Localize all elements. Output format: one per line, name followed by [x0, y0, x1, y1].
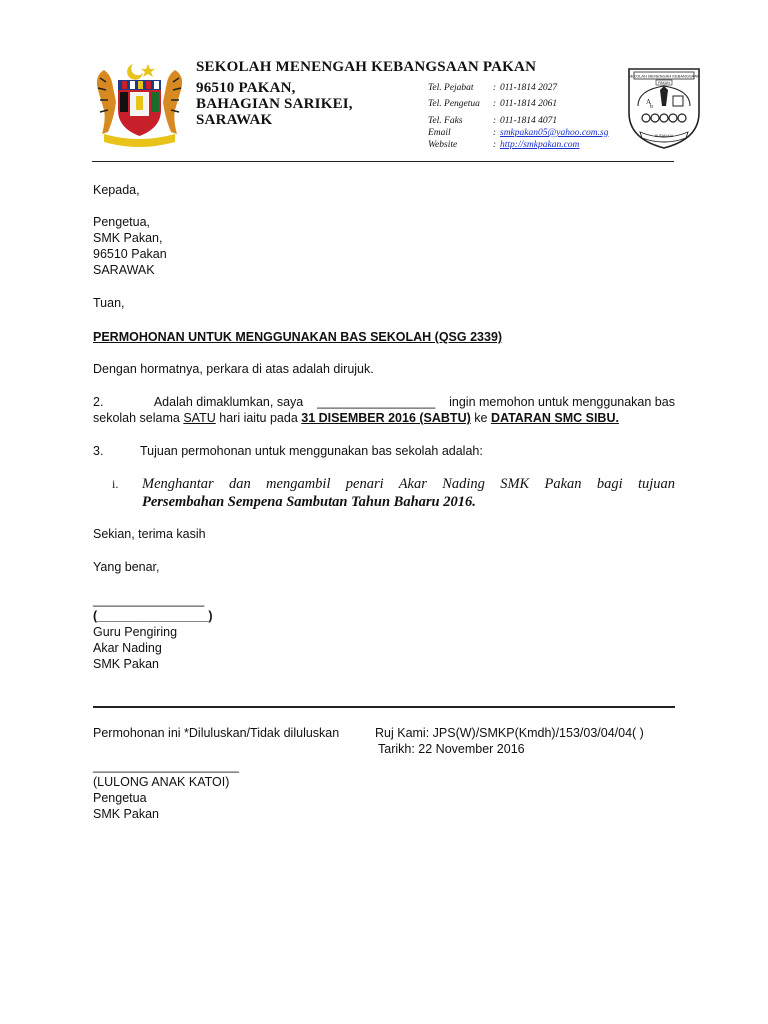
contact-office-phone: Tel. Pejabat : 011-1814 2027 [428, 83, 558, 93]
svg-text:b: b [650, 104, 653, 110]
school-crest-logo [626, 66, 702, 150]
principal-school: SMK Pakan [93, 807, 160, 821]
paragraph-2-line-1: 2. Adalah dimaklumkan, saya _________________ ingin memohon untuk menggunakan bas [93, 395, 675, 409]
paragraph-3: 3. Tujuan permohonan untuk menggunakan bas sekolah adalah: [93, 444, 483, 458]
signature-name-bracket[interactable]: (________________) [93, 609, 213, 623]
approval-sign-line[interactable]: _____________________ [93, 759, 239, 773]
letter-date: Tarikh: 22 November 2016 [378, 742, 525, 756]
name-blank-line[interactable]: _________________ [317, 395, 436, 409]
signature-line[interactable]: ________________ [93, 593, 205, 607]
recipient-line: 96510 Pakan [93, 247, 167, 261]
address-line-2: BAHAGIAN SARIKEI, [196, 96, 353, 112]
paragraph-3-number: 3. [93, 444, 104, 458]
paragraph-2 [93, 394, 675, 426]
item-line-2: Persembahan Sempena Sambutan Tahun Baharu 2016. [142, 494, 476, 510]
contact-fax: Tel. Faks : 011-1814 4071 [428, 116, 558, 126]
recipient-address [93, 214, 167, 278]
contact-principal-phone: Tel. Pengetua : 011-1814 2061 [428, 99, 558, 109]
item-line-1: Menghantar dan mengambil penari Akar Nading SMK Pakan bagi tujuan [142, 476, 675, 492]
address-line-3: SARAWAK [196, 112, 273, 128]
closing-line: Sekian, terima kasih [93, 527, 206, 541]
svg-text:A: A [646, 98, 652, 106]
crest-top-text: SEKOLAH MENENGAH KEBANGSAAN [628, 73, 700, 79]
recipient-line: SMK Pakan, [93, 231, 163, 245]
opening-sentence: Dengan hormatnya, perkara di atas adalah dirujuk. [93, 362, 374, 376]
yang-benar: Yang benar, [93, 560, 160, 574]
approval-status[interactable]: Permohonan ini *Diluluskan/Tidak diluluskan [93, 726, 340, 740]
address-line-1: 96510 PAKAN, [196, 80, 296, 96]
website-link[interactable]: http://smkpakan.com [500, 140, 580, 150]
letterhead [0, 0, 768, 170]
email-link[interactable]: smkpakan05@yahoo.com.sg [500, 128, 609, 138]
signature-block [93, 592, 213, 672]
principal-title: Pengetua [93, 791, 147, 805]
item-text [142, 475, 675, 511]
principal-name: (LULONG ANAK KATOI) [93, 775, 230, 789]
crest-motto: BUTAN KAI [654, 134, 674, 138]
greeting: Tuan, [93, 296, 125, 310]
paragraph-2-number: 2. [93, 395, 104, 409]
paragraph-2-line-2: sekolah selama SATU hari iaitu pada 31 DISEMBER 2016 (SABTU) ke DATARAN SMC SIBU. [93, 411, 619, 425]
school-name: SEKOLAH MENENGAH KEBANGSAAN PAKAN [196, 59, 537, 75]
recipient-line: SARAWAK [93, 263, 155, 277]
contact-email: Email : smkpakan05@yahoo.com.sg [428, 128, 609, 138]
approval-signature-block [93, 758, 239, 822]
subject-heading: PERMOHONAN UNTUK MENGGUNAKAN BAS SEKOLAH (QSG 2339) [93, 330, 503, 344]
signature-title: Guru Pengiring [93, 625, 178, 639]
recipient-line: Pengetua, [93, 215, 150, 229]
approval-divider [93, 706, 675, 708]
contact-website: Website : http://smkpakan.com [428, 140, 580, 150]
signature-title: SMK Pakan [93, 657, 160, 671]
recipient-salutation: Kepada, [93, 183, 140, 197]
reference-number: Ruj Kami: JPS(W)/SMKP(Kmdh)/153/03/04/04( ) [375, 726, 644, 740]
signature-title: Akar Nading [93, 641, 162, 655]
coat-of-arms-logo [92, 60, 187, 148]
item-marker: i. [112, 477, 119, 491]
crest-sub-text: PAKAN [658, 81, 670, 85]
header-divider [92, 161, 674, 162]
contact-block [428, 82, 628, 151]
